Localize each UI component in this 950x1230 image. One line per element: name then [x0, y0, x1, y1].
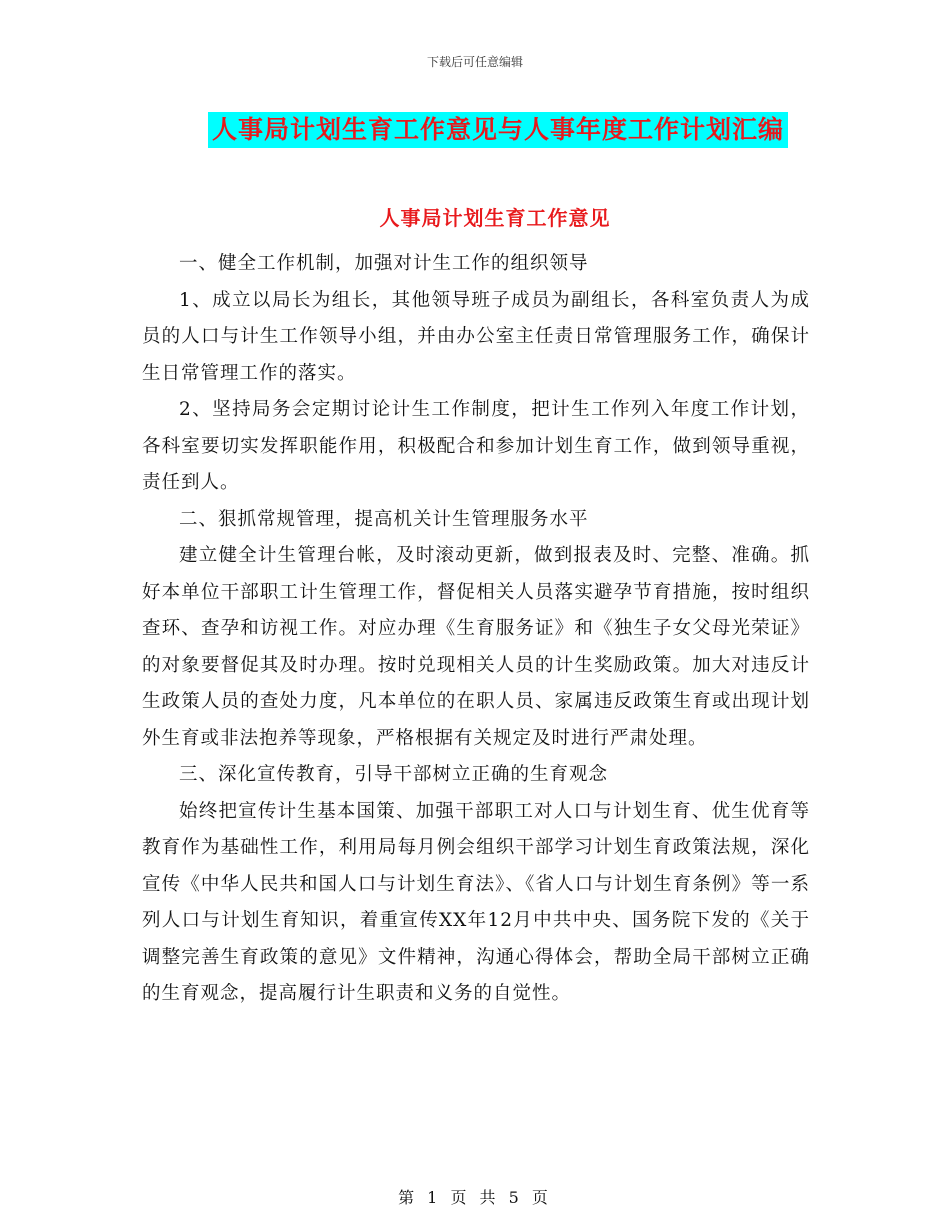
body-paragraph-1: 1、成立以局长为组长，其他领导班子成员为副组长，各科室负责人为成员的人口与计生工作领导小组，并由办公室主任责日常管理服务工作，确保计生日常管理工作的落实。 — [142, 289, 810, 384]
body-paragraph-4: 始终把宣传计生基本国策、加强干部职工对人口与计划生育、优生优育等教育作为基础性工作，利用局每月例会组织干部学习计划生育政策法规，深化宣传《中华人民共和国人口与计划生育法》、《省人口与计划生育条例》等一系列人口与计划生育知识，着重宣传XX年12月中共中央、国务院下发的《关于调整完善生育政策的意见》文件精神，沟通心得体会，帮助全局干部树立正确的生育观念，提高履行计生职责和义务的自觉性。 — [142, 800, 810, 1004]
heading-paragraph-3: 三、深化宣传教育，引导干部树立正确的生育观念 — [179, 764, 609, 785]
header-note: 下载后可任意编辑 — [426, 55, 523, 69]
page-footer: 第 1 页 共 5 页 — [398, 1188, 552, 1207]
document-body — [142, 246, 810, 1013]
main-title: 人事局计划生育工作意见与人事年度工作计划汇编 — [208, 112, 788, 148]
heading-paragraph-1: 一、健全工作机制，加强对计生工作的组织领导 — [179, 253, 589, 274]
body-paragraph-3: 建立健全计生管理台帐，及时滚动更新，做到报表及时、完整、准确。抓好本单位干部职工计生管理工作，督促相关人员落实避孕节育措施，按时组织查环、查孕和访视工作。对应办理《生育服务证》和《独生子女父母光荣证》的对象要督促其及时办理。按时兑现相关人员的计生奖励政策。加大对违反计生政策人员的查处力度，凡本单位的在职人员、家属违反政策生育或出现计划外生育或非法抱养等现象，严格根据有关规定及时进行严肃处理。 — [142, 545, 810, 749]
section-title: 人事局计划生育工作意见 — [379, 206, 611, 230]
heading-paragraph-2: 二、狠抓常规管理，提高机关计生管理服务水平 — [179, 508, 589, 530]
body-paragraph-2: 2、坚持局务会定期讨论计生工作制度，把计生工作列入年度工作计划，各科室要切实发挥职能作用，积极配合和参加计划生育工作，做到领导重视，责任到人。 — [142, 399, 810, 493]
main-title-container — [0, 112, 950, 148]
